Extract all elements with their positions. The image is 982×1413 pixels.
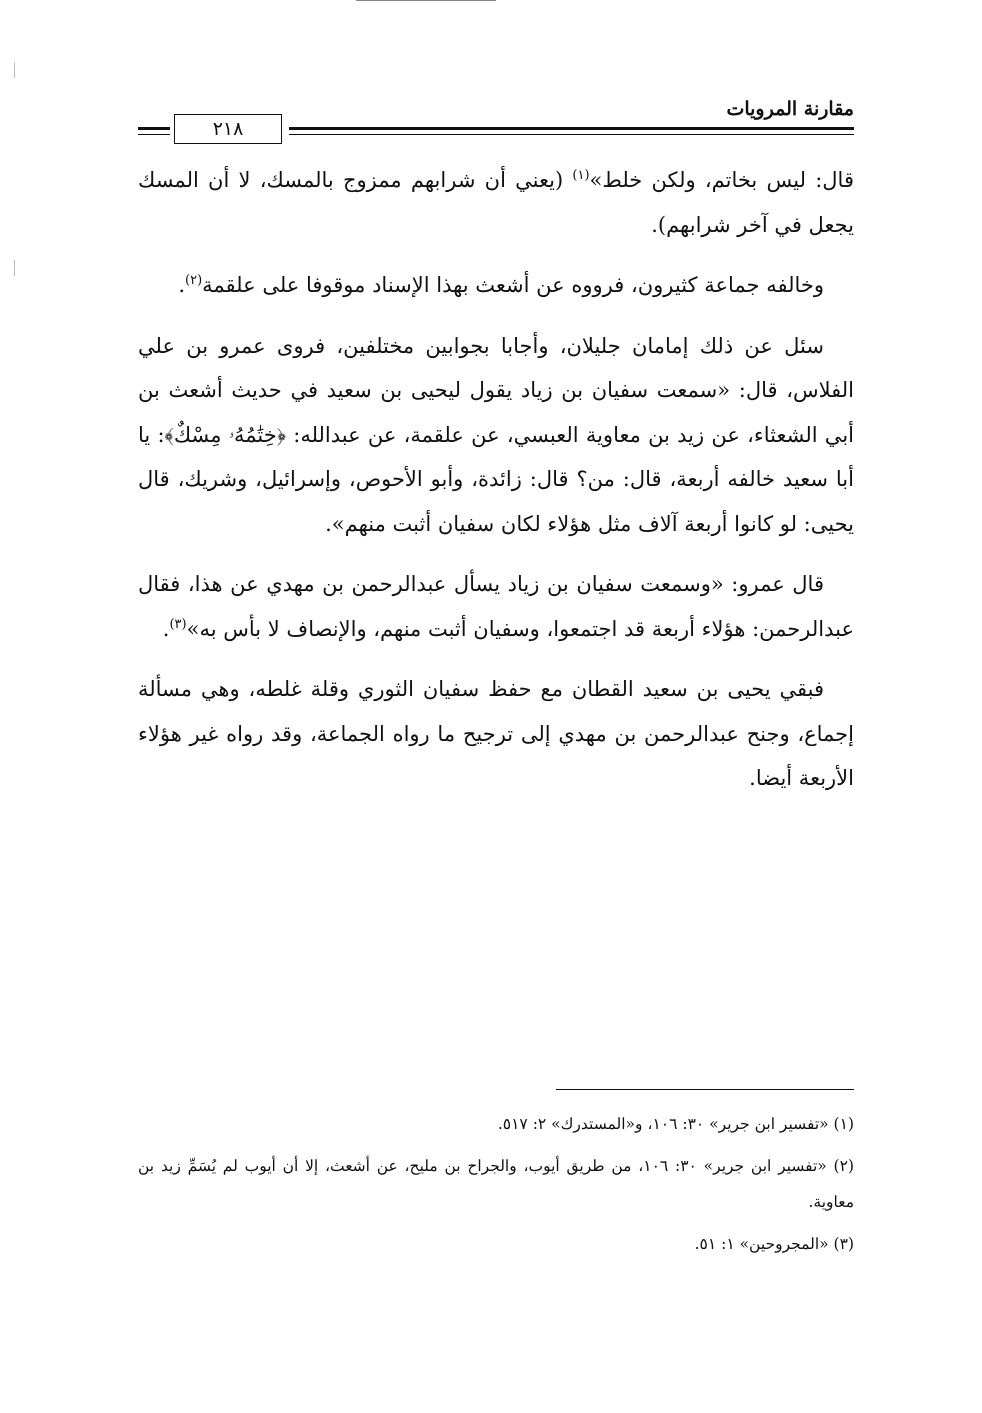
footnote: (٢) «تفسير ابن جرير» ٣٠: ١٠٦، من طريق أيوب، والجراح بن مليح، عن أشعث، إلا أن أيوب لم يُسَمِّ زيد بن معاوية. <box>138 1157 854 1211</box>
header-rule-short <box>138 127 170 135</box>
top-edge-rule <box>356 0 496 1</box>
main-text <box>138 158 854 817</box>
footnotes <box>138 1106 854 1268</box>
paragraph <box>138 158 854 247</box>
footnote-separator <box>556 1089 854 1090</box>
paragraph <box>138 324 854 547</box>
left-edge-mark <box>14 260 15 276</box>
paragraph-text-tail: . <box>178 273 185 297</box>
paragraph-text: قال: ليس بخاتم، ولكن خلط» <box>589 168 854 192</box>
paragraph-text: سئل عن ذلك إمامان جليلان، وأجابا بجوابين مختلفين، فروى عمرو بن علي الفلاس، قال: «سمعت سفيان بن زياد يقول ليحيى بن سعيد في حديث أشعث بن أبي الشعثاء، عن زيد بن معاوية العبسي، عن علقمة، عن عبدالله: ﴿خِتَٰمُهُۥ مِسْكٌ﴾: يا أبا سعيد خالفه أربعة، قال: من؟ قال: زائدة، وأبو الأحوص، وإسرائيل، وشريك، قال يحيى: لو كانوا أربعة آلاف مثل هؤلاء لكان سفيان أثبت منهم». <box>138 333 854 536</box>
page-header <box>138 80 854 150</box>
paragraph-text-tail: . <box>162 616 170 641</box>
footnote-ref[interactable]: (٣) <box>169 616 187 632</box>
paragraph <box>138 562 854 651</box>
paragraph-text: فبقي يحيى بن سعيد القطان مع حفظ سفيان الثوري وقلة غلطه، وهي مسألة إجماع، وجنح عبدالرحمن بن مهدي إلى ترجيح ما رواه الجماعة، وقد رواه غير هؤلاء الأربعة أيضا. <box>138 677 854 790</box>
paragraph <box>138 263 854 308</box>
header-rule <box>289 127 854 135</box>
paragraph-text: قال عمرو: «وسمعت سفيان بن زياد يسأل عبدالرحمن بن مهدي عن هذا، فقال عبدالرحمن: هؤلاء أربعة قد اجتمعوا، وسفيان أثبت منهم، والإنصاف لا بأس به» <box>138 572 854 641</box>
left-edge-mark <box>14 62 15 78</box>
paragraph <box>138 667 854 801</box>
footnote: (٣) «المجروحين» ١: ٥١. <box>694 1235 854 1253</box>
footnote: (١) «تفسير ابن جرير» ٣٠: ١٠٦، و«المستدرك» ٢: ٥١٧. <box>497 1115 854 1133</box>
page-number: ٢١٨ <box>174 114 282 144</box>
paragraph-text-tail: (يعني أن شرابهم ممزوج بالمسك، لا أن المسك يجعل في آخر شرابهم). <box>138 168 854 237</box>
running-title: مقارنة المرويات <box>726 98 854 120</box>
paragraph-text: وخالفه جماعة كثيرون، فرووه عن أشعث بهذا الإسناد موقوفا على علقمة <box>202 273 824 297</box>
footnote-ref[interactable]: (٢) <box>185 273 203 288</box>
footnote-ref[interactable]: (١) <box>572 168 590 183</box>
